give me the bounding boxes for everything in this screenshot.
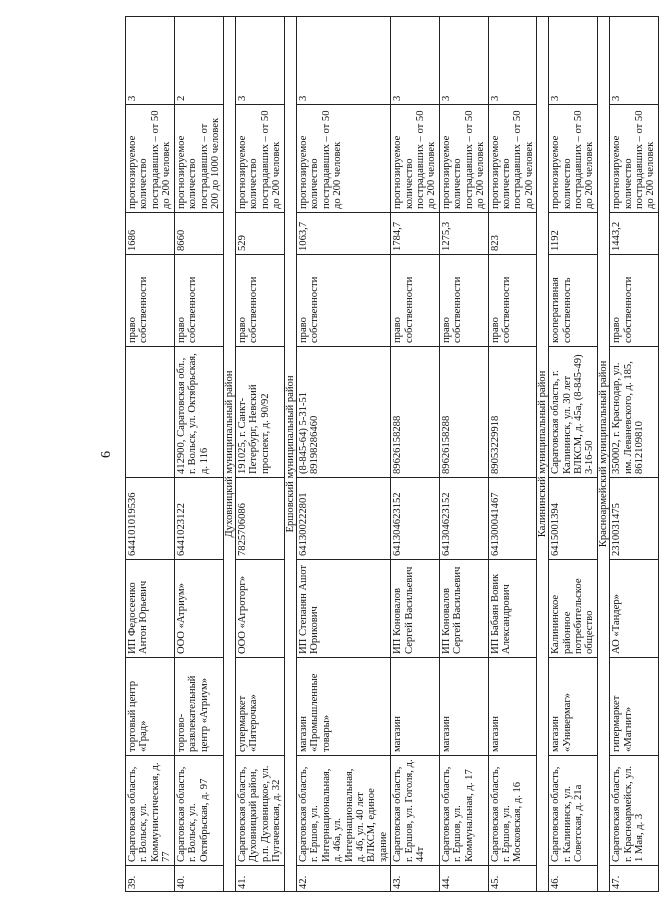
object-area: 1192 <box>549 213 598 255</box>
document-page <box>55 17 657 892</box>
object-type: торговый центр «Град» <box>126 658 175 756</box>
table-row <box>610 17 659 892</box>
casualties-forecast: прогнозируемое количество пострадавших – от 50 до 200 человек <box>488 105 537 213</box>
owner-address: 412900, Саратовская обл., г. Вольск, ул. Октябрьская, д. 116 <box>175 347 224 478</box>
owner-inn: 7825706086 <box>236 478 285 560</box>
owner-address: 89626158288 <box>391 347 440 478</box>
object-address: Саратовская область, г. Ершов, ул. Коммунальная, д. 17 <box>439 756 488 866</box>
owner-name: Калининское районное потребительское общество <box>549 560 598 658</box>
table-row <box>236 17 285 892</box>
district-name: Калининский муниципальный район <box>537 17 549 892</box>
category: 2 <box>175 17 224 105</box>
ownership-right: право собственности <box>488 255 537 347</box>
casualties-forecast: прогнозируемое количество пострадавших – от 50 до 200 человек <box>610 105 659 213</box>
object-address: Саратовская область, г. Вольск, ул. Коммунистическая, д. 77 <box>126 756 175 866</box>
owner-inn: 644101019536 <box>126 478 175 560</box>
object-address: Саратовская область, г. Ершов, ул. Интернациональная, д. 46а, ул. Интернациональная, д. 46, ул. 40 лет ВЛКСМ, единое здание <box>297 756 391 866</box>
owner-inn: 641300222801 <box>297 478 391 560</box>
casualties-forecast: прогнозируемое количество пострадавших – от 50 до 200 человек <box>439 105 488 213</box>
owner-address: 191025, г. Санкт-Петербург, Невский проспект, д. 90/92 <box>236 347 285 478</box>
object-address: Саратовская область, г. Красноармейск, ул. 1 Мая, д. 3 <box>610 756 659 866</box>
casualties-forecast: прогнозируемое количество пострадавших – от 50 до 200 человек <box>297 105 391 213</box>
owner-address <box>126 347 175 478</box>
object-type: супермаркет «Пятерочка» <box>236 658 285 756</box>
owner-inn: 6415001394 <box>549 478 598 560</box>
object-address: Саратовская область, г. Ершов, ул. Гоголя, д. 44т <box>391 756 440 866</box>
row-number: 42. <box>297 866 391 892</box>
ownership-right: право собственности <box>236 255 285 347</box>
ownership-right: право собственности <box>126 255 175 347</box>
owner-inn: 641304623152 <box>391 478 440 560</box>
category: 3 <box>549 17 598 105</box>
ownership-right: право собственности <box>391 255 440 347</box>
object-area: 1686 <box>126 213 175 255</box>
district-row <box>598 17 610 892</box>
owner-name: ИП Коновалов Сергей Васильевич <box>391 560 440 658</box>
category: 3 <box>236 17 285 105</box>
object-area: 1784,7 <box>391 213 440 255</box>
object-type: магазин <box>391 658 440 756</box>
owner-address: (8-845-64) 5-31-51 89198286460 <box>297 347 391 478</box>
row-number: 39. <box>126 866 175 892</box>
row-number: 44. <box>439 866 488 892</box>
owner-name: ООО «Атриум» <box>175 560 224 658</box>
object-area: 823 <box>488 213 537 255</box>
object-address: Саратовская область, г. Ершов, ул. Московская, д. 16 <box>488 756 537 866</box>
object-address: Саратовская область, Духовницкий район, р.п. Духовницкое, ул. Пугачевская, д. 32 <box>236 756 285 866</box>
table-row <box>488 17 537 892</box>
owner-address: 89626158288 <box>439 347 488 478</box>
owner-inn: 2310031475 <box>610 478 659 560</box>
district-name: Духовницкий муниципальный район <box>224 17 236 892</box>
table-row <box>549 17 598 892</box>
object-type: магазин <box>488 658 537 756</box>
table-row <box>175 17 224 892</box>
category: 3 <box>610 17 659 105</box>
category: 3 <box>297 17 391 105</box>
object-area: 1443,2 <box>610 213 659 255</box>
ownership-right: право собственности <box>175 255 224 347</box>
district-row <box>537 17 549 892</box>
objects-table <box>125 16 659 892</box>
object-area: 8660 <box>175 213 224 255</box>
owner-address: 89053229918 <box>488 347 537 478</box>
table-row <box>439 17 488 892</box>
casualties-forecast: прогнозируемое количество пострадавших – от 50 до 200 человек <box>391 105 440 213</box>
object-type: магазин «Универмаг» <box>549 658 598 756</box>
ownership-right: право собственности <box>439 255 488 347</box>
object-area: 1063,7 <box>297 213 391 255</box>
object-type: торгово-развлекательный центр «Атриум» <box>175 658 224 756</box>
casualties-forecast: прогнозируемое количество пострадавших – от 50 до 200 человек <box>549 105 598 213</box>
page-number: 6 <box>99 451 114 458</box>
district-row <box>224 17 236 892</box>
ownership-right: кооперативная собственность <box>549 255 598 347</box>
object-type: магазин <box>439 658 488 756</box>
owner-name: ООО «Агроторг» <box>236 560 285 658</box>
owner-name: ИП Степанян Ашот Юрикович <box>297 560 391 658</box>
casualties-forecast: прогнозируемое количество пострадавших – от 50 до 200 человек <box>236 105 285 213</box>
owner-name: ИП Бабаян Вовик Александрович <box>488 560 537 658</box>
row-number: 43. <box>391 866 440 892</box>
owner-inn: 6441023122 <box>175 478 224 560</box>
object-area: 529 <box>236 213 285 255</box>
owner-inn: 641300041467 <box>488 478 537 560</box>
table-row <box>126 17 175 892</box>
owner-address: Саратовская область, г. Калининск, ул. 30 лет ВЛКСМ, д. 45а, (8-845-49) 3-16-50 <box>549 347 598 478</box>
object-area: 1275,3 <box>439 213 488 255</box>
owner-address: 350002, г. Краснодар, ул. им. Леваневского, д. 185, 8612109810 <box>610 347 659 478</box>
row-number: 40. <box>175 866 224 892</box>
table-row <box>297 17 391 892</box>
object-type: магазин «Промышленные товары» <box>297 658 391 756</box>
casualties-forecast: прогнозируемое количество пострадавших – от 50 до 200 человек <box>126 105 175 213</box>
district-name: Ершовский муниципальный район <box>285 17 297 892</box>
object-type: гипермаркет «Магнит» <box>610 658 659 756</box>
owner-name: ИП Федосеенко Антон Юрьевич <box>126 560 175 658</box>
table-row <box>391 17 440 892</box>
casualties-forecast: прогнозируемое количество пострадавших – от 200 до 1000 человек <box>175 105 224 213</box>
district-row <box>285 17 297 892</box>
district-name: Красноармейский муниципальный район <box>598 17 610 892</box>
category: 3 <box>126 17 175 105</box>
object-address: Саратовская область, г. Вольск, ул. Октябрьская, д. 97 <box>175 756 224 866</box>
category: 3 <box>439 17 488 105</box>
owner-name: ИП Коновалов Сергей Васильевич <box>439 560 488 658</box>
category: 3 <box>488 17 537 105</box>
category: 3 <box>391 17 440 105</box>
row-number: 46. <box>549 866 598 892</box>
row-number: 45. <box>488 866 537 892</box>
ownership-right: право собственности <box>297 255 391 347</box>
owner-inn: 641304623152 <box>439 478 488 560</box>
owner-name: АО «Тандер» <box>610 560 659 658</box>
row-number: 47. <box>610 866 659 892</box>
object-address: Саратовская область, г. Калининск, ул. Советская, д. 21а <box>549 756 598 866</box>
row-number: 41. <box>236 866 285 892</box>
ownership-right: право собственности <box>610 255 659 347</box>
